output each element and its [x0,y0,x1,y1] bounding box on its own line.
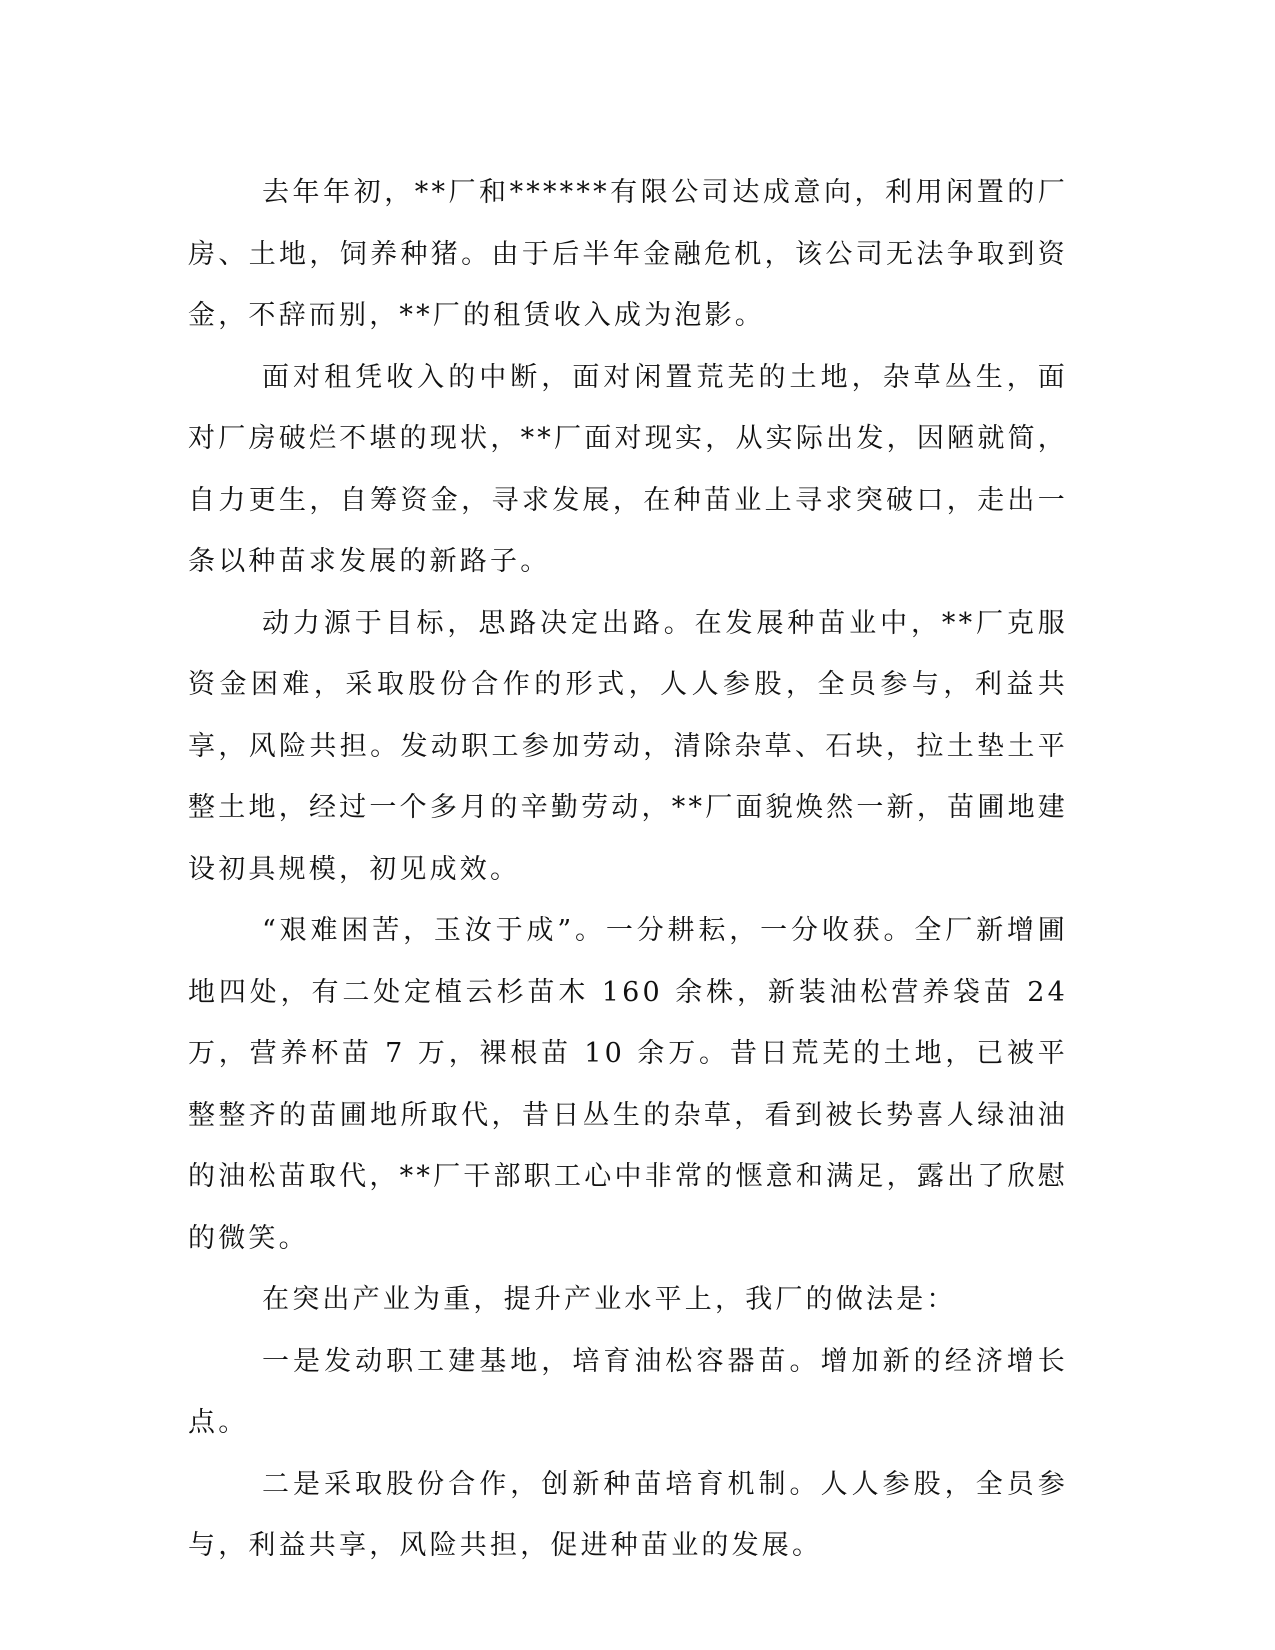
paragraph-6: 一是发动职工建基地，培育油松容器苗。增加新的经济增长点。 [188,1345,1068,1438]
paragraph-7: 二是采取股份合作，创新种苗培育机制。人人参股，全员参与，利益共享，风险共担，促进种苗业的发展。 [188,1468,1068,1561]
paragraph-2: 面对租凭收入的中断，面对闲置荒芜的土地，杂草丛生，面对厂房破烂不堪的现状，**厂面对现实，从实际出发，因陋就简，自力更生，自筹资金，寻求发展，在种苗业上寻求突破口，走出一条以种苗求发展的新路子。 [188,361,1068,577]
paragraph-3: 动力源于目标，思路决定出路。在发展种苗业中，**厂克服资金困难，采取股份合作的形式，人人参股，全员参与，利益共享，风险共担。发动职工参加劳动，清除杂草、石块，拉土垫土平整土地，经过一个多月的辛勤劳动，**厂面貌焕然一新，苗圃地建设初具规模，初见成效。 [188,607,1068,885]
paragraph-4: “艰难困苦，玉汝于成”。一分耕耘，一分收获。全厂新增圃地四处，有二处定植云杉苗木 160 余株，新装油松营养袋苗 24 万，营养杯苗 7 万，裸根苗 10 余万。昔日荒芜的土地，已被平整整齐的苗圃地所取代，昔日丛生的杂草，看到被长势喜人绿油油的油松苗取代，**厂干部职工心中非常的惬意和满足，露出了欣慰的微笑。 [188,915,1068,1254]
paragraph-1: 去年年初，**厂和******有限公司达成意向，利用闲置的厂房、土地，饲养种猪。由于后半年金融危机，该公司无法争取到资金，不辞而别，**厂的租赁收入成为泡影。 [188,177,1068,331]
document-body [188,162,1068,1577]
paragraph-5: 在突出产业为重，提升产业水平上，我厂的做法是： [262,1284,957,1315]
